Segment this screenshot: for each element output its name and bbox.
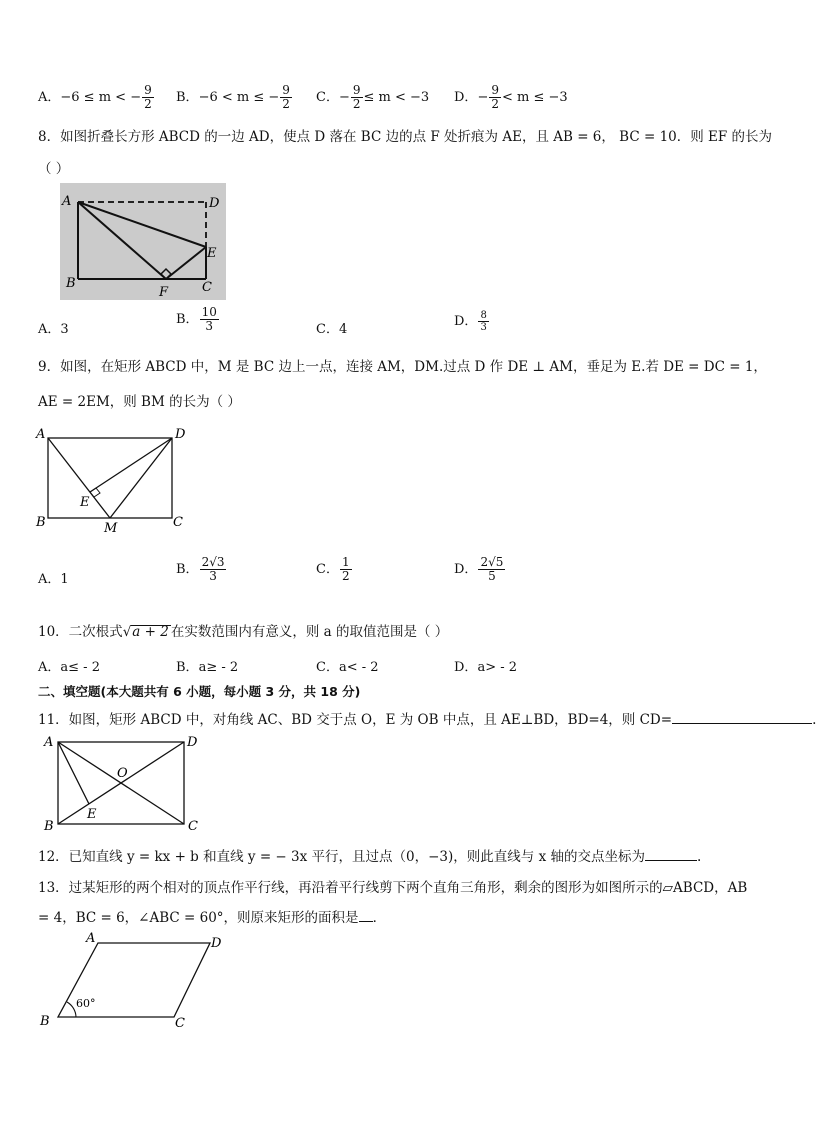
- q13-stem-line1: 13．过某矩形的两个相对的顶点作平行线，再沿着平行线剪下两个直角三角形，剩余的图形为如图所示的▱ABCD，AB: [38, 880, 748, 896]
- q8-label-a: A: [62, 194, 72, 209]
- section-title: 二、填空题(本大题共有 6 小题，每小题 3 分，共 18 分): [38, 684, 361, 699]
- fraction: $\frac{9}{2}$: [491, 83, 499, 111]
- q9-option-a[interactable]: A．1: [38, 572, 69, 587]
- q11-label-b: B: [44, 819, 54, 834]
- q13-label-d: D: [211, 936, 222, 951]
- q10-option-c[interactable]: C．a< - 2: [316, 660, 379, 675]
- q7-option-d[interactable]: D．− $\frac{9}{2}$ < m ≤ −3: [454, 83, 568, 111]
- q11-answer-blank[interactable]: [672, 723, 812, 724]
- q13-label-c: C: [175, 1016, 185, 1031]
- q12-stem: 12．已知直线 y = kx + b 和直线 y = − 3x 平行，且过点（0，−3)，则此直线与 x 轴的交点坐标为 .: [38, 849, 702, 865]
- fraction: $\frac{10}{3}$: [201, 305, 217, 333]
- q9-label-m: M: [104, 521, 118, 536]
- q11-stem: 11．如图，矩形 ABCD 中，对角线 AC、BD 交于点 O，E 为 OB 中点，且 AE⊥BD，BD=4，则 CD= .: [38, 712, 816, 728]
- q8-option-d[interactable]: D． $\frac{8}{3}$: [454, 310, 487, 333]
- fraction: $\frac{1}{2}$: [341, 555, 350, 583]
- q8-figure: [60, 183, 226, 300]
- q8-option-a[interactable]: A．3: [38, 322, 69, 337]
- q13-answer-blank[interactable]: [359, 921, 373, 922]
- q8-label-e: E: [207, 246, 217, 261]
- q11-label-o: O: [117, 766, 128, 781]
- q9-stem-line2: AE = 2EM，则 BM 的长为（ ）: [38, 394, 241, 410]
- q12-answer-blank[interactable]: [645, 860, 697, 861]
- q7-option-b[interactable]: B．−6 < m ≤ − $\frac{9}{2}$: [176, 83, 290, 111]
- q10-option-b[interactable]: B．a≥ - 2: [176, 660, 239, 675]
- q7-option-c[interactable]: C．− $\frac{9}{2}$ ≤ m < −3: [316, 83, 430, 111]
- q8-option-b[interactable]: B． $\frac{10}{3}$: [176, 305, 217, 333]
- q9-option-d[interactable]: D． $\frac{2√5}{5}$: [454, 555, 504, 583]
- q13-label-a: A: [86, 931, 96, 946]
- q11-label-d: D: [187, 735, 198, 750]
- q13-stem-line2: = 4，BC = 6，∠ABC = 60°，则原来矩形的面积是 ．: [38, 910, 387, 926]
- q10-radicand: a + 2: [132, 624, 169, 640]
- fraction: $\frac{9}{2}$: [352, 83, 361, 111]
- q8-label-c: C: [202, 280, 212, 295]
- q11-label-e: E: [87, 807, 97, 822]
- q8-stem: 8．如图折叠长方形 ABCD 的一边 AD，使点 D 落在 BC 边的点 F 处折痕为 AE，且 AB = 6， BC = 10．则 EF 的长为: [38, 129, 773, 145]
- q9-label-d: D: [175, 427, 186, 442]
- q9-figure: [30, 422, 210, 537]
- fraction: $\frac{9}{2}$: [144, 83, 152, 111]
- q11-figure: [36, 732, 216, 832]
- q8-figure-photo: [60, 183, 226, 300]
- q8-option-c[interactable]: C．4: [316, 322, 348, 337]
- fraction: $\frac{2√5}{5}$: [480, 555, 504, 583]
- q9-option-b[interactable]: B． $\frac{2√3}{3}$: [176, 555, 225, 583]
- fraction: $\frac{9}{2}$: [282, 83, 290, 111]
- q9-option-c[interactable]: C． $\frac{1}{2}$: [316, 555, 350, 583]
- q9-label-b: B: [36, 515, 46, 530]
- q8-label-f: F: [159, 285, 169, 300]
- q13-label-b: B: [40, 1014, 50, 1029]
- q9-label-e: E: [80, 495, 90, 510]
- q8-answer-paren: （ ）: [38, 161, 70, 177]
- q13-figure: [36, 930, 236, 1030]
- q10-option-d[interactable]: D．a> - 2: [454, 660, 518, 675]
- q13-angle-label: 60°: [76, 997, 96, 1010]
- q8-label-d: D: [209, 196, 220, 211]
- q9-stem-line1: 9．如图，在矩形 ABCD 中，M 是 BC 边上一点，连接 AM，DM.过点 D 作 DE ⊥ AM，垂足为 E.若 DE = DC = 1，: [38, 359, 767, 375]
- q9-label-c: C: [173, 515, 183, 530]
- q7-option-a[interactable]: A．−6 ≤ m < − $\frac{9}{2}$: [38, 83, 152, 111]
- fraction: $\frac{2√3}{3}$: [201, 555, 225, 583]
- q8-label-b: B: [66, 276, 76, 291]
- sqrt-sign: √: [122, 624, 132, 640]
- q11-label-c: C: [188, 819, 198, 834]
- q9-label-a: A: [36, 427, 46, 442]
- q10-option-a[interactable]: A．a≤ - 2: [38, 660, 100, 675]
- fraction: $\frac{8}{3}$: [480, 310, 487, 333]
- q11-label-a: A: [44, 735, 54, 750]
- q10-stem: 10．二次根式√a + 2 在实数范围内有意义，则 a 的取值范围是（ ）: [38, 624, 449, 640]
